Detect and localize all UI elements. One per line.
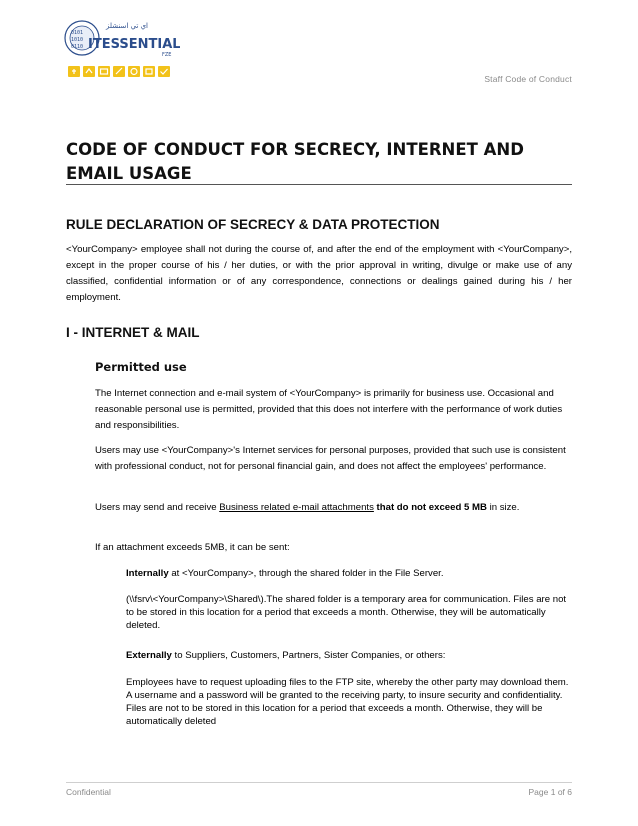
paragraph-business-use: The Internet connection and e-mail system of <YourCompany> is primarily for business use. Occasional and reasonable personal use is permitted, provided that this does not interfere with the performance of work duties and responsibilities. — [95, 388, 563, 431]
svg-text:0110: 0110 — [71, 44, 84, 50]
paragraph-internally — [126, 566, 574, 582]
footer-page-number: Page 1 of 6 — [528, 787, 572, 797]
svg-text:0101: 0101 — [71, 30, 84, 36]
title-divider — [66, 184, 572, 185]
header-doc-label: Staff Code of Conduct — [484, 74, 572, 84]
footer-confidential: Confidential — [66, 787, 111, 797]
company-logo — [62, 14, 180, 80]
footer-divider — [66, 782, 572, 783]
internally-label: Internally — [126, 568, 169, 579]
svg-text:FZE: FZE — [162, 52, 172, 58]
section-heading-internet-mail: I - INTERNET & MAIL — [66, 325, 200, 340]
paragraph-personal-use: Users may use <YourCompany>'s Internet services for personal purposes, provided that such use is consistent with professional conduct, not for personal financial gain, and does not affect the employees' performance. — [95, 445, 566, 472]
svg-text:ITESSENTIALS: ITESSENTIALS — [88, 37, 180, 52]
attachments-text-start: Users may send and receive — [95, 502, 220, 513]
subheading-permitted-use: Permitted use — [95, 360, 187, 374]
page-title: CODE OF CONDUCT FOR SECRECY, INTERNET AND EMAIL USAGE — [66, 140, 524, 183]
externally-label: Externally — [126, 650, 172, 661]
attachments-text-end: in size. — [486, 502, 520, 513]
attachments-link[interactable]: Business related e-mail attachments — [219, 502, 374, 513]
attachments-limit: that do not exceed 5 MB — [373, 502, 487, 513]
paragraph-attachments — [95, 500, 575, 516]
svg-text:اي تي اسنشلز: اي تي اسنشلز — [106, 22, 149, 30]
internally-text: at <YourCompany>, through the shared folder in the File Server. — [168, 568, 444, 579]
paragraph-external-detail: Employees have to request uploading files to the FTP site, whereby the other party may download them. A username and a password will be granted to the receiving party, to insure security and confidentiality. Files are not to be stored in this location for a period that exceeds a month. Otherwise, they will be automatically deleted — [126, 677, 569, 727]
rule-declaration-text: <YourCompany> employee shall not during the course of, and after the end of the employment with <YourCompany>, except in the proper course of his / her duties, or with the prior approval in writing, divulge or make use of any classified, confidential information or of any correspondence, connections or dealings gained during his / her employment. — [66, 244, 572, 303]
externally-text: to Suppliers, Customers, Partners, Sister Companies, or others: — [171, 650, 446, 661]
paragraph-internal-detail: (\\fsrv\<YourCompany>\Shared\).The shared folder is a temporary area for communication. Files are not to be stored in this location for a period that exceeds a month. Otherwise, they will be automatically deleted. — [126, 594, 567, 631]
rule-declaration-heading: RULE DECLARATION OF SECRECY & DATA PROTECTION — [66, 217, 440, 232]
paragraph-exceeds: If an attachment exceeds 5MB, it can be sent: — [95, 542, 290, 553]
paragraph-externally — [126, 648, 574, 664]
svg-text:1010: 1010 — [71, 37, 84, 43]
